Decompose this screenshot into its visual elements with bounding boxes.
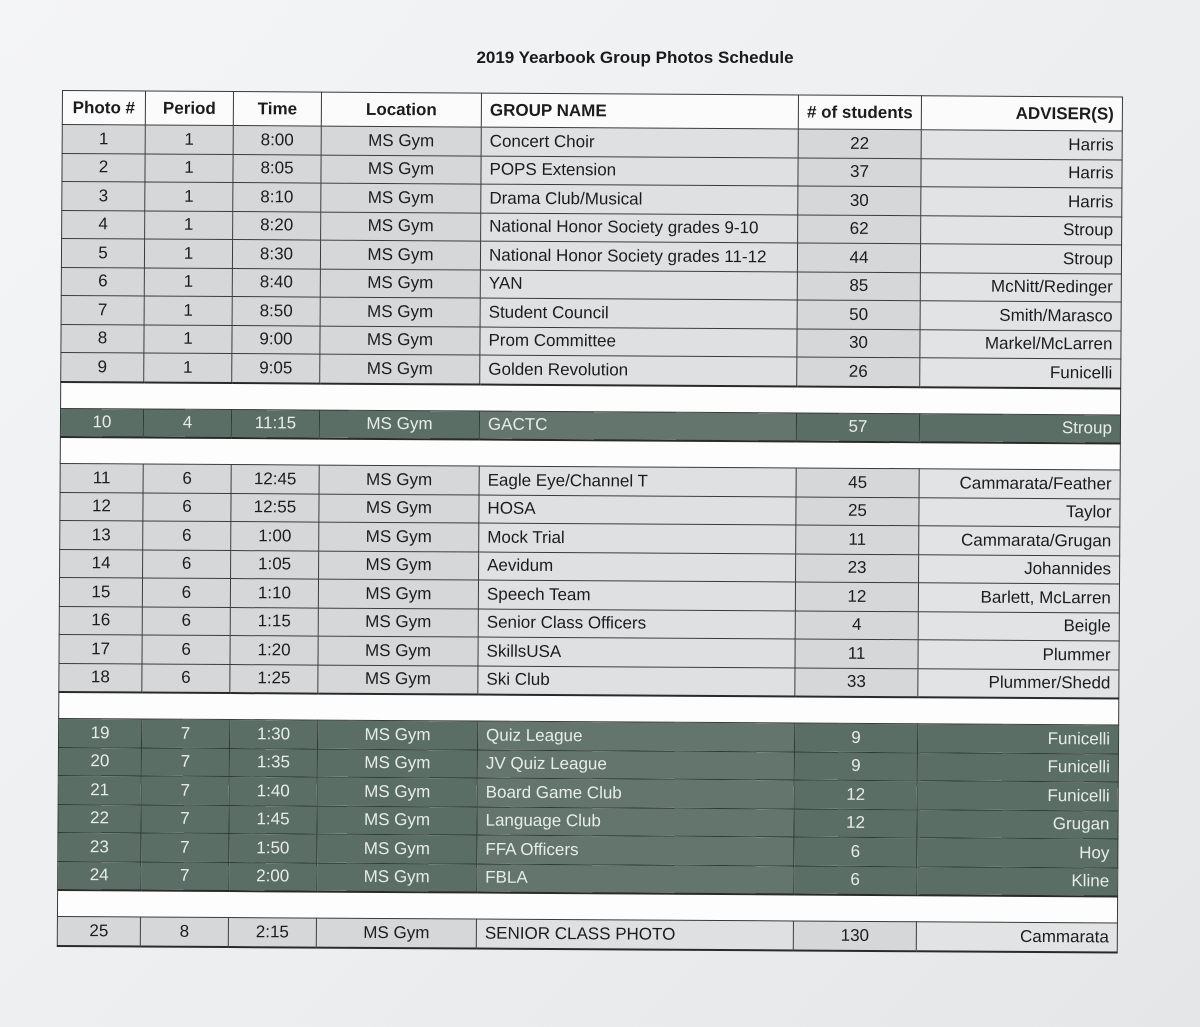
cell-location: MS Gym [321,212,481,241]
cell-period: 6 [143,521,231,550]
cell-group-name: YAN [480,270,797,300]
cell-adviser: Beigle [918,611,1119,641]
cell-location: MS Gym [316,918,476,948]
cell-photo-number: 17 [59,634,142,663]
cell-group-name: POPS Extension [481,156,798,186]
cell-location: MS Gym [317,720,477,749]
cell-time: 9:05 [232,354,320,384]
cell-group-name: FBLA [477,864,794,895]
cell-adviser: Plummer/Shedd [918,668,1119,698]
cell-period: 7 [141,833,229,862]
cell-location: MS Gym [319,410,479,440]
schedule-table [57,90,1123,953]
cell-student-count: 50 [797,300,920,329]
cell-time: 8:10 [233,183,321,212]
cell-group-name: Language Club [477,807,794,837]
cell-group-name: Aevidum [479,552,796,582]
cell-time: 8:00 [233,126,321,155]
table-row [57,916,1117,951]
cell-adviser: Cammarata/Grugan [919,526,1120,556]
cell-time: 1:05 [231,550,319,579]
cell-time: 8:20 [233,211,321,240]
cell-student-count: 4 [795,610,918,639]
cell-group-name: Prom Committee [480,327,797,357]
cell-adviser: Plummer [918,640,1119,670]
cell-adviser: Grugan [917,809,1118,839]
cell-adviser: Stroup [919,413,1120,443]
cell-period: 1 [144,239,232,268]
cell-photo-number: 4 [62,210,145,239]
cell-time: 8:05 [233,154,321,183]
cell-period: 6 [142,607,230,636]
column-header-period: Period [145,91,233,126]
cell-photo-number: 8 [61,324,144,353]
cell-location: MS Gym [320,326,480,355]
cell-student-count: 30 [797,328,920,357]
cell-period: 7 [141,861,229,891]
cell-time: 8:40 [232,268,320,297]
column-header-time: Time [233,92,321,127]
cell-photo-number: 20 [58,747,141,776]
cell-time: 11:15 [231,409,319,439]
cell-period: 8 [140,917,228,947]
cell-group-name: National Honor Society grades 11-12 [480,241,797,271]
cell-photo-number: 1 [62,125,145,154]
cell-photo-number: 16 [59,606,142,635]
cell-period: 7 [141,804,229,833]
cell-time: 1:00 [231,522,319,551]
cell-location: MS Gym [318,665,478,695]
cell-photo-number: 3 [62,182,145,211]
cell-photo-number: 12 [60,492,143,521]
cell-time: 9:00 [232,325,320,354]
cell-photo-number: 22 [58,804,141,833]
cell-group-name: Drama Club/Musical [481,184,798,214]
column-header-photo: Photo # [62,91,145,126]
cell-adviser: Smith/Marasco [920,301,1121,331]
cell-location: MS Gym [319,522,479,551]
cell-student-count: 6 [794,865,917,895]
cell-period: 1 [144,296,232,325]
cell-adviser: Hoy [917,838,1118,868]
cell-period: 4 [143,409,231,439]
cell-period: 7 [141,776,229,805]
cell-group-name: JV Quiz League [477,750,794,780]
cell-adviser: Stroup [921,215,1122,245]
cell-group-name: Quiz League [477,721,794,751]
cell-period: 6 [142,578,230,607]
cell-group-name: FFA Officers [477,835,794,865]
cell-adviser: Barlett, McLarren [918,583,1119,613]
cell-location: MS Gym [320,354,480,384]
cell-time: 1:20 [230,636,318,665]
cell-photo-number: 25 [57,916,140,946]
cell-student-count: 45 [796,468,919,497]
cell-student-count: 11 [795,639,918,668]
cell-period: 6 [143,550,231,579]
cell-group-name: Board Game Club [477,778,794,808]
cell-adviser: Cammarata [916,922,1117,952]
cell-group-name: National Honor Society grades 9-10 [481,213,798,243]
cell-time: 12:45 [231,465,319,494]
cell-adviser: Funicelli [920,358,1121,388]
cell-adviser: Cammarata/Feather [919,469,1120,499]
cell-time: 8:30 [232,240,320,269]
cell-student-count: 9 [794,723,917,752]
cell-student-count: 22 [798,129,921,158]
cell-student-count: 33 [795,667,918,697]
column-header-location: Location [321,92,481,127]
schedule-body [57,125,1122,952]
cell-adviser: Johannides [919,554,1120,584]
cell-adviser: Harris [921,187,1122,217]
cell-photo-number: 18 [59,663,142,693]
cell-location: MS Gym [320,297,480,326]
cell-student-count: 9 [794,751,917,780]
cell-period: 6 [143,493,231,522]
cell-time: 2:15 [228,918,316,948]
cell-time: 1:35 [229,748,317,777]
column-header-advisers: ADVISER(S) [921,96,1122,131]
cell-time: 2:00 [229,862,317,892]
cell-period: 6 [142,663,230,693]
cell-location: MS Gym [317,834,477,863]
cell-student-count: 44 [797,243,920,272]
cell-period: 7 [141,719,229,748]
cell-adviser: Funicelli [917,752,1118,782]
cell-adviser: Funicelli [917,724,1118,754]
cell-photo-number: 23 [58,832,141,861]
cell-group-name: HOSA [479,495,796,525]
cell-student-count: 37 [798,157,921,186]
cell-time: 1:50 [229,834,317,863]
cell-location: MS Gym [317,863,477,893]
cell-student-count: 130 [793,921,916,951]
cell-time: 1:10 [230,579,318,608]
cell-photo-number: 14 [60,549,143,578]
cell-student-count: 62 [798,214,921,243]
cell-period: 6 [143,464,231,493]
cell-group-name: SkillsUSA [478,637,795,667]
cell-location: MS Gym [318,636,478,665]
cell-adviser: Funicelli [917,781,1118,811]
cell-group-name: SENIOR CLASS PHOTO [476,919,793,950]
cell-student-count: 57 [796,412,919,442]
cell-group-name: Mock Trial [479,523,796,553]
cell-student-count: 12 [795,582,918,611]
cell-adviser: Harris [921,130,1122,160]
cell-adviser: Taylor [919,497,1120,527]
cell-period: 7 [141,747,229,776]
cell-period: 1 [145,182,233,211]
cell-location: MS Gym [317,777,477,806]
cell-student-count: 23 [796,553,919,582]
cell-student-count: 26 [797,357,920,387]
cell-student-count: 11 [796,525,919,554]
cell-student-count: 85 [797,271,920,300]
cell-location: MS Gym [319,494,479,523]
cell-adviser: Stroup [920,244,1121,274]
cell-student-count: 12 [794,780,917,809]
cell-location: MS Gym [318,608,478,637]
cell-group-name: GACTC [479,411,796,442]
schedule-sheet [57,90,1122,953]
column-header-group-name: GROUP NAME [481,93,798,129]
cell-location: MS Gym [319,465,479,494]
cell-group-name: Speech Team [478,580,795,610]
cell-period: 1 [145,211,233,240]
cell-period: 1 [144,268,232,297]
cell-location: MS Gym [321,126,481,155]
cell-photo-number: 15 [59,577,142,606]
cell-time: 1:30 [229,720,317,749]
cell-time: 8:50 [232,297,320,326]
cell-location: MS Gym [317,806,477,835]
cell-time: 1:25 [230,664,318,694]
cell-time: 1:15 [230,607,318,636]
cell-location: MS Gym [321,183,481,212]
cell-group-name: Senior Class Officers [478,609,795,639]
cell-photo-number: 24 [58,861,141,891]
cell-adviser: Kline [917,866,1118,896]
cell-photo-number: 9 [61,352,144,382]
cell-location: MS Gym [318,579,478,608]
cell-student-count: 12 [794,808,917,837]
cell-photo-number: 7 [61,295,144,324]
cell-student-count: 25 [796,496,919,525]
cell-location: MS Gym [319,551,479,580]
cell-photo-number: 2 [62,153,145,182]
cell-group-name: Student Council [480,298,797,328]
cell-group-name: Ski Club [478,666,795,697]
cell-group-name: Golden Revolution [480,355,797,386]
cell-location: MS Gym [320,240,480,269]
cell-location: MS Gym [321,155,481,184]
cell-adviser: McNitt/Redinger [920,272,1121,302]
cell-photo-number: 19 [58,718,141,747]
cell-period: 1 [145,154,233,183]
cell-adviser: Markel/McLarren [920,329,1121,359]
cell-group-name: Eagle Eye/Channel T [479,466,796,496]
cell-photo-number: 6 [61,267,144,296]
cell-period: 1 [144,325,232,354]
cell-photo-number: 10 [60,408,143,438]
cell-period: 1 [144,353,232,383]
cell-location: MS Gym [317,749,477,778]
cell-time: 12:55 [231,493,319,522]
cell-photo-number: 11 [60,463,143,492]
cell-period: 1 [145,125,233,154]
cell-student-count: 6 [794,837,917,866]
cell-photo-number: 5 [61,239,144,268]
cell-photo-number: 21 [58,775,141,804]
document-title: 2019 Yearbook Group Photos Schedule [476,48,794,67]
cell-period: 6 [142,635,230,664]
cell-location: MS Gym [320,269,480,298]
cell-adviser: Harris [921,158,1122,188]
cell-student-count: 30 [798,186,921,215]
column-header-students: # of students [798,95,921,130]
cell-time: 1:45 [229,805,317,834]
cell-photo-number: 13 [60,520,143,549]
cell-group-name: Concert Choir [481,127,798,157]
cell-time: 1:40 [229,777,317,806]
